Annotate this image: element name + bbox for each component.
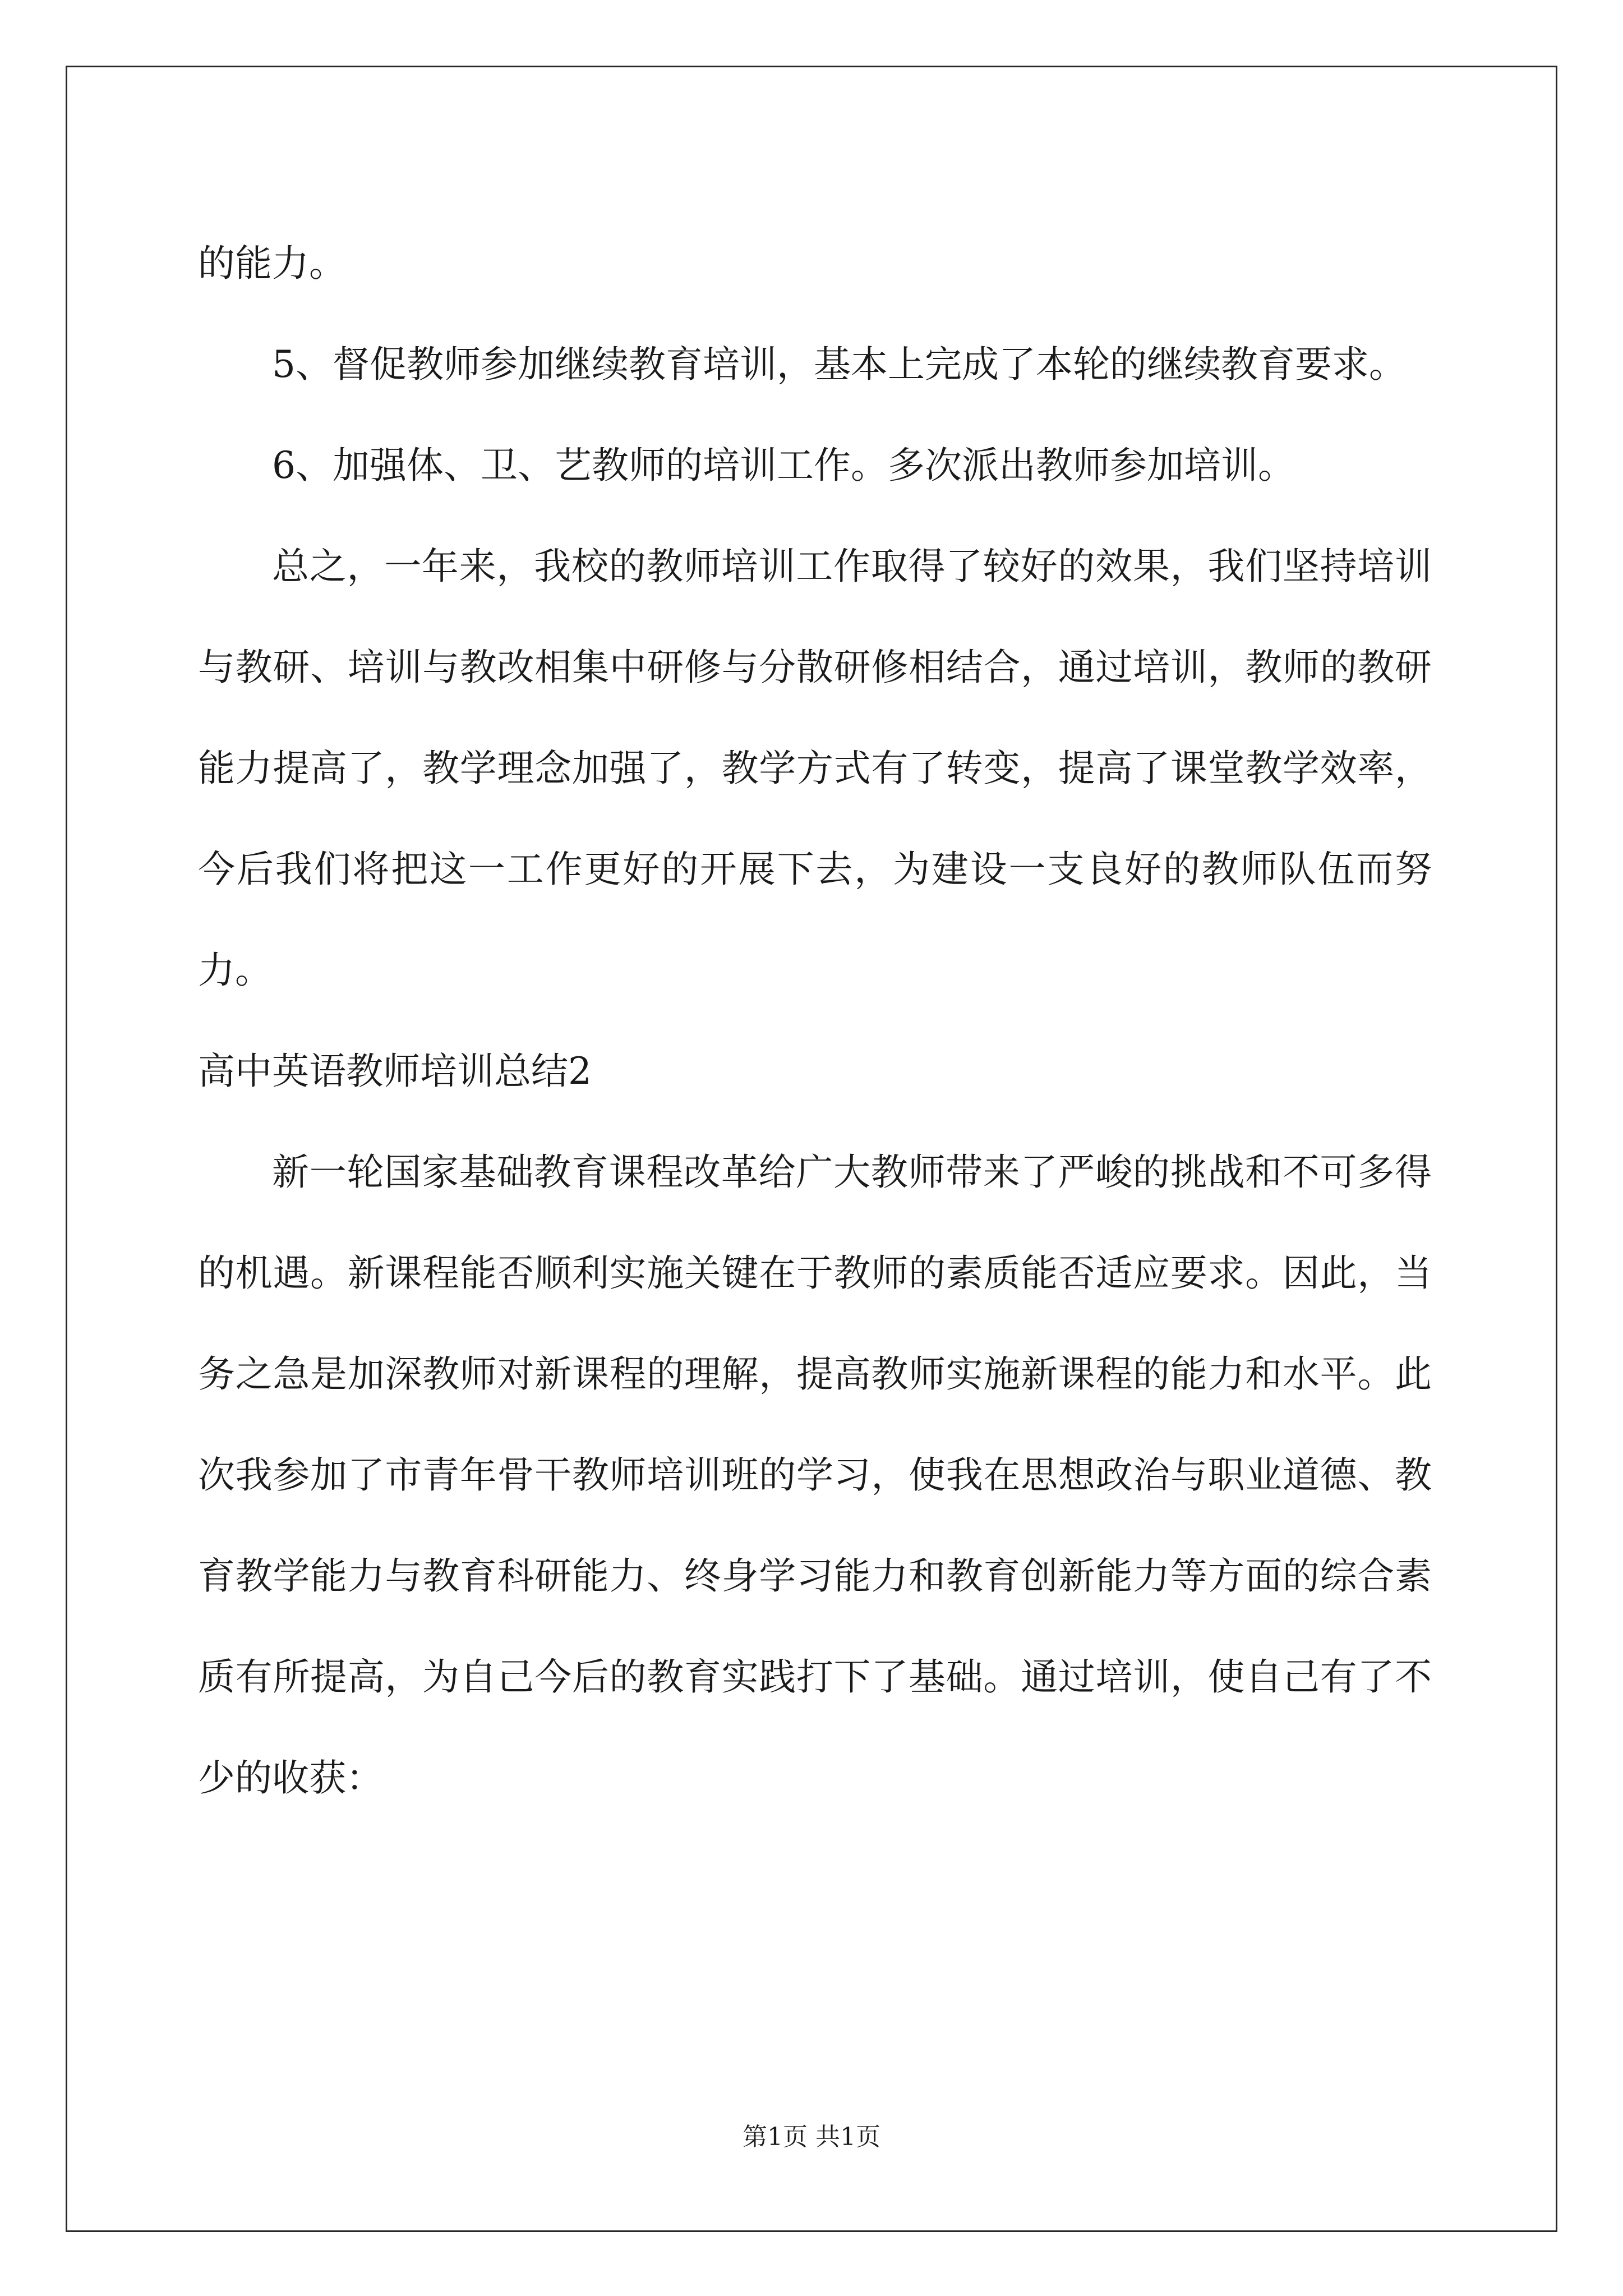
paragraph-summary: 总之，一年来，我校的教师培训工作取得了较好的效果，我们坚持培训与教研、培训与教改相集中研修与分散研修相结合，通过培训，教师的教研能力提高了，教学理念加强了，教学方式有了转变，提高了课堂教学效率，今后我们将把这一工作更好的开展下去，为建设一支良好的教师队伍而努力。 <box>198 545 1432 992</box>
paragraph-item-5: 5、督促教师参加继续教育培训，基本上完成了本轮的继续教育要求。 <box>272 343 1406 386</box>
section-heading: 高中英语教师培训总结2 <box>198 1050 592 1093</box>
paragraph-intro: 新一轮国家基础教育课程改革给广大教师带来了严峻的挑战和不可多得的机遇。新课程能否顺利实施关键在于教师的素质能否适应要求。因此，当务之急是加深教师对新课程的理解，提高教师实施新课程的能力和水平。此次我参加了市青年骨干教师培训班的学习，使我在思想政治与职业道德、教育教学能力与教育科研能力、终身学习能力和教育创新能力等方面的综合素质有所提高，为自己今后的教育实践打下了基础。通过培训，使自己有了不少的收获： <box>198 1151 1432 1800</box>
paragraph-continuation: 的能力。 <box>198 242 346 285</box>
document-body <box>198 213 1432 1829</box>
paragraph-item-6: 6、加强体、卫、艺教师的培训工作。多次派出教师参加培训。 <box>272 444 1295 487</box>
page-footer: 第1页 共1页 <box>743 2123 880 2151</box>
